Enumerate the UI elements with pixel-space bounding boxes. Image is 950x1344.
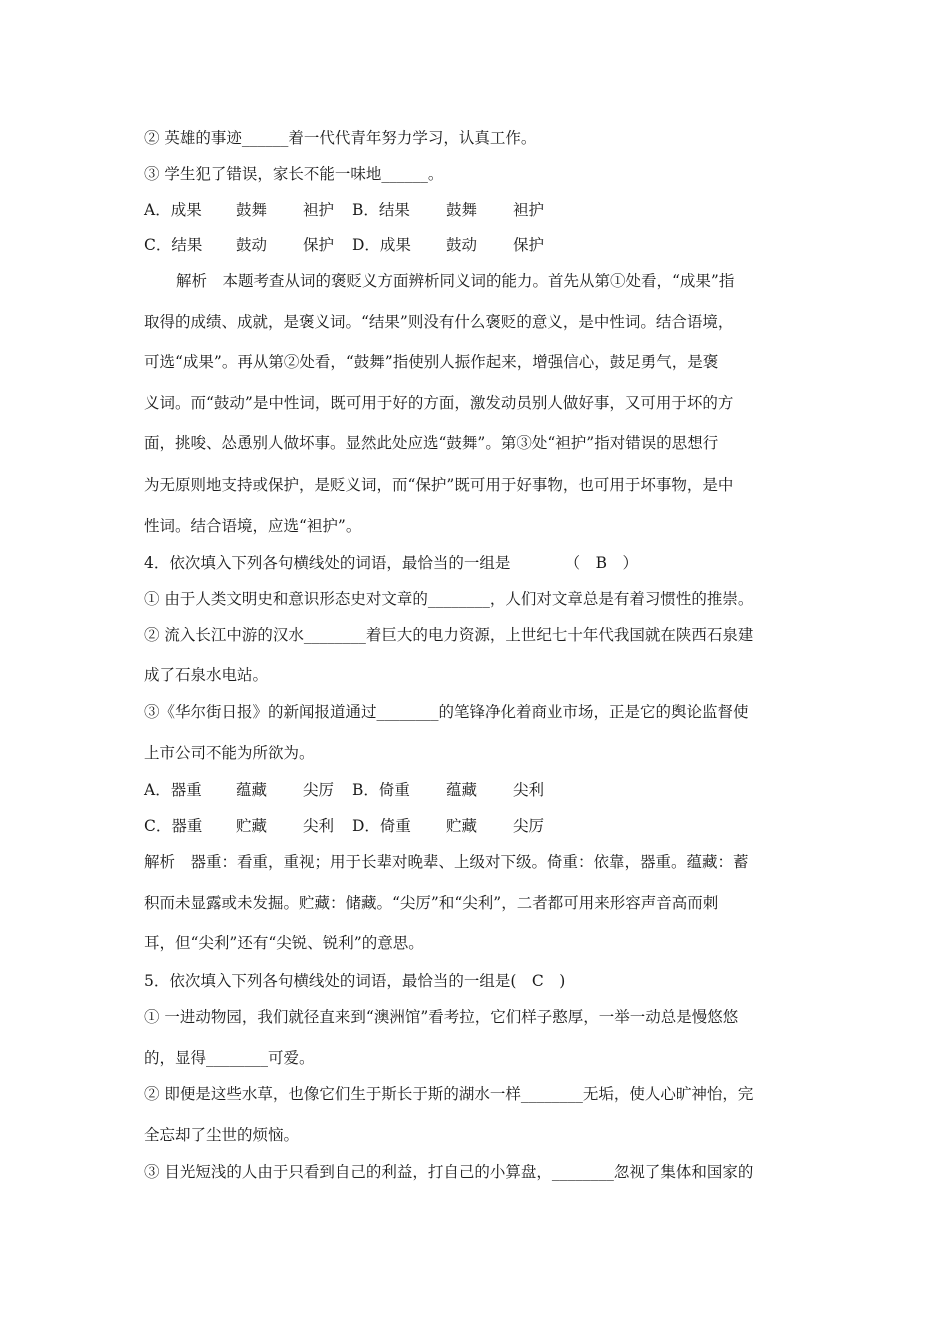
q4-option-b-1: B．倚重 [352, 781, 410, 799]
q3-item-3: ③ 学生犯了错误，家长不能一味地______。 [144, 165, 444, 183]
q3-option-c-1: C．结果 [144, 236, 203, 254]
q3-option-c-3: 保护 [303, 236, 335, 254]
q4-option-b-2: 蕴藏 [446, 781, 478, 799]
q5-item-1-cont: 的，显得________可爱。 [144, 1049, 315, 1067]
q3-analysis-line: 面，挑唆、怂恿别人做坏事。显然此处应选“鼓舞”。第③处“袒护”指对错误的思想行 [144, 434, 719, 452]
q4-option-d-1: D．倚重 [352, 817, 411, 835]
q3-analysis-line: 性词。结合语境，应选“袒护”。 [144, 517, 362, 535]
q4-option-d-3: 尖厉 [513, 817, 545, 835]
q3-option-b-3: 袒护 [513, 201, 545, 219]
q4-option-a-2: 蕴藏 [236, 781, 268, 799]
q3-item-2: ② 英雄的事迹______着一代代青年努力学习，认真工作。 [144, 129, 537, 147]
q4-option-a-3: 尖厉 [303, 781, 335, 799]
q3-option-c-2: 鼓动 [236, 236, 268, 254]
q3-option-b-1: B．结果 [352, 201, 410, 219]
q4-item-3-cont: 上市公司不能为所欲为。 [144, 744, 315, 762]
q5-item-1: ① 一进动物园，我们就径直来到“澳洲馆”看考拉，它们样子憨厚，一举一动总是慢悠悠 [144, 1008, 739, 1026]
q3-analysis-line: 解析 本题考查从词的褒贬义方面辨析同义词的能力。首先从第①处看，“成果”指 [176, 272, 735, 290]
q4-option-c-1: C．器重 [144, 817, 203, 835]
q4-option-c-3: 尖利 [303, 817, 335, 835]
q5-item-2: ② 即便是这些水草，也像它们生于斯长于斯的湖水一样________无垢，使人心旷神怡，完 [144, 1085, 754, 1103]
q4-analysis-line: 积而未显露或未发掘。贮藏：储藏。“尖厉”和“尖利”，二者都可用来形容声音高而刺 [144, 894, 719, 912]
q3-option-d-2: 鼓动 [446, 236, 478, 254]
q4-option-b-3: 尖利 [513, 781, 545, 799]
q3-option-d-3: 保护 [513, 236, 545, 254]
q3-analysis-line: 取得的成绩、成就，是褒义词。“结果”则没有什么褒贬的意义，是中性词。结合语境， [144, 313, 734, 331]
q4-analysis-line: 解析 器重：看重，重视；用于长辈对晚辈、上级对下级。倚重：依靠，器重。蕴藏：蓄 [144, 853, 749, 871]
q4-option-a-1: A．器重 [144, 781, 202, 799]
q3-option-a-2: 鼓舞 [236, 201, 268, 219]
q5-stem: 5．依次填入下列各句横线处的词语，最恰当的一组是( C ) [144, 972, 566, 990]
q4-item-3: ③《华尔街日报》的新闻报道通过________的笔锋净化着商业市场，正是它的舆论监督使 [144, 703, 749, 721]
q4-item-2: ② 流入长江中游的汉水________着巨大的电力资源，上世纪七十年代我国就在陕西石泉建 [144, 626, 754, 644]
q5-item-3: ③ 目光短浅的人由于只看到自己的利益，打自己的小算盘，________忽视了集体和国家的 [144, 1163, 754, 1181]
q4-item-1: ① 由于人类文明史和意识形态史对文章的________，人们对文章总是有着习惯性的推崇。 [144, 590, 754, 608]
q3-analysis-line: 可选“成果”。再从第②处看，“鼓舞”指使别人振作起来，增强信心，鼓足勇气，是褒 [144, 353, 719, 371]
q4-item-2-cont: 成了石泉水电站。 [144, 666, 269, 684]
q3-option-b-2: 鼓舞 [446, 201, 478, 219]
q4-stem: 4．依次填入下列各句横线处的词语，最恰当的一组是 （ B ） [144, 554, 639, 572]
q4-option-d-2: 贮藏 [446, 817, 478, 835]
q3-option-d-1: D．成果 [352, 236, 411, 254]
q3-analysis-line: 义词。而“鼓动”是中性词，既可用于好的方面，激发动员别人做好事，又可用于坏的方 [144, 394, 734, 412]
q3-option-a-1: A．成果 [144, 201, 202, 219]
q4-analysis-line: 耳，但“尖利”还有“尖锐、锐利”的意思。 [144, 934, 424, 952]
q4-option-c-2: 贮藏 [236, 817, 268, 835]
q3-analysis-line: 为无原则地支持或保护，是贬义词，而“保护”既可用于好事物，也可用于坏事物，是中 [144, 476, 734, 494]
q5-item-2-cont: 全忘却了尘世的烦恼。 [144, 1126, 300, 1144]
q3-option-a-3: 袒护 [303, 201, 335, 219]
